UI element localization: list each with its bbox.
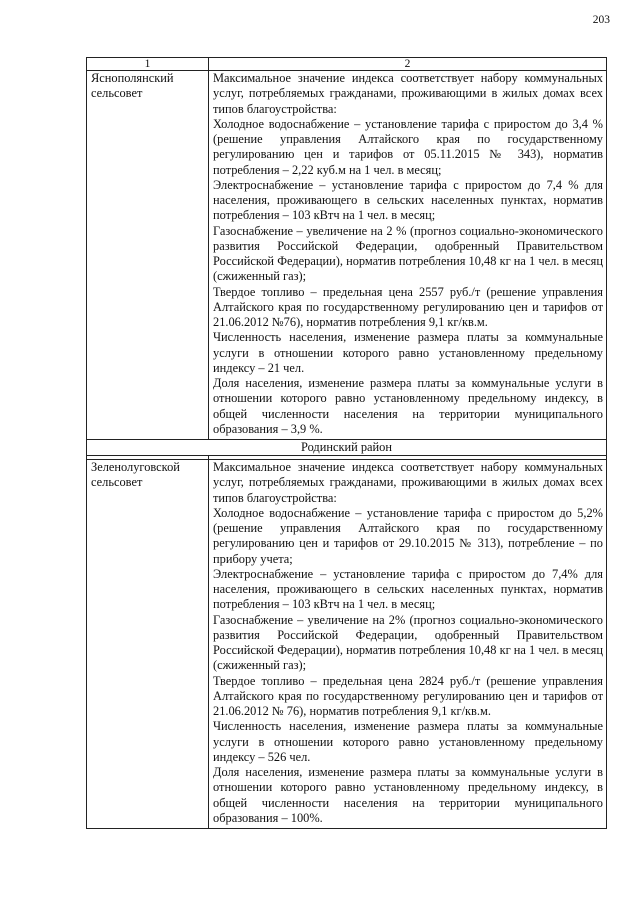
paragraph: Численность населения, изменение размера платы за коммунальные услуги в отношении которого равно установленному предельному индексу – 526 чел. bbox=[213, 719, 603, 764]
paragraph: Максимальное значение индекса соответствует набору коммунальных услуг, потребляемых гражданами, проживающими в жилых домах всех типов благоустройства: bbox=[213, 460, 603, 505]
paragraph: Численность населения, изменение размера платы за коммунальные услуги в отношении которого равно установленному предельному индексу – 21 чел. bbox=[213, 330, 603, 375]
paragraph: Твердое топливо – предельная цена 2557 руб./т (решение управления Алтайского края по государственному регулированию цен и тарифов от 21.06.2012 №76), норматив потребления 9,1 кг/кв.м. bbox=[213, 284, 603, 329]
table-row bbox=[87, 71, 607, 440]
municipality-name: Яснополянский сельсовет bbox=[87, 71, 209, 440]
paragraph: Твердое топливо – предельная цена 2824 руб./т (решение управления Алтайского края по государственному регулированию цен и тарифов от 21.06.2012 № 76), норматив потребления 9,1 кг/кв.м. bbox=[213, 673, 603, 718]
municipality-name: Зеленолуговской сельсовет bbox=[87, 460, 209, 829]
paragraph: Максимальное значение индекса соответствует набору коммунальных услуг, потребляемых гражданами, проживающими в жилых домах всех типов благоустройства: bbox=[213, 71, 603, 116]
indices-table bbox=[86, 57, 607, 829]
column-header-2: 2 bbox=[209, 58, 607, 71]
region-row bbox=[87, 440, 607, 456]
column-header-1: 1 bbox=[87, 58, 209, 71]
paragraph: Доля населения, изменение размера платы за коммунальные услуги в отношении которого равно установленному предельному индексу, в общей численности населения на территории муниципального образования – 3,9 %. bbox=[213, 376, 603, 436]
paragraph: Холодное водоснабжение – установление тарифа с приростом до 5,2% (решение управления Алтайского края по государственному регулированию цен и тарифов от 29.10.2015 № 313), потребление – по прибору учета; bbox=[213, 505, 603, 566]
paragraph: Газоснабжение – увеличение на 2 % (прогноз социально-экономического развития Российской Федерации, одобренный Правительством Российской Федерации), норматив потребления 10,48 кг на 1 чел. в месяц (сжиженный газ); bbox=[213, 223, 603, 284]
page-number: 203 bbox=[592, 14, 610, 26]
paragraph: Холодное водоснабжение – установление тарифа с приростом до 3,4 % (решение управления Алтайского края по государственному регулированию цен и тарифов от 05.11.2015 № 343), норматив потребления – 2,22 куб.м на 1 чел. в месяц; bbox=[213, 116, 603, 177]
header-row bbox=[87, 58, 607, 71]
paragraph: Доля населения, изменение размера платы за коммунальные услуги в отношении которого равно установленному предельному индексу, в общей численности населения на территории муниципального образования – 100%. bbox=[213, 765, 603, 825]
paragraph: Электроснабжение – установление тарифа с приростом до 7,4 % для населения, проживающего в сельских населенных пунктах, норматив потребления – 103 кВтч на 1 чел. в месяц; bbox=[213, 177, 603, 223]
region-title: Родинский район bbox=[87, 440, 607, 456]
index-description bbox=[209, 460, 607, 829]
paragraph: Электроснабжение – установление тарифа с приростом до 7,4% для населения, проживающего в сельских населенных пунктах, норматив потребления – 103 кВтч на 1 чел. в месяц; bbox=[213, 566, 603, 612]
table-row bbox=[87, 460, 607, 829]
paragraph: Газоснабжение – увеличение на 2% (прогноз социально-экономического развития Российской Федерации, одобренный Правительством Российской Федерации), норматив потребления 10,48 кг на 1 чел. в месяц (сжиженный газ); bbox=[213, 612, 603, 673]
index-description bbox=[209, 71, 607, 440]
